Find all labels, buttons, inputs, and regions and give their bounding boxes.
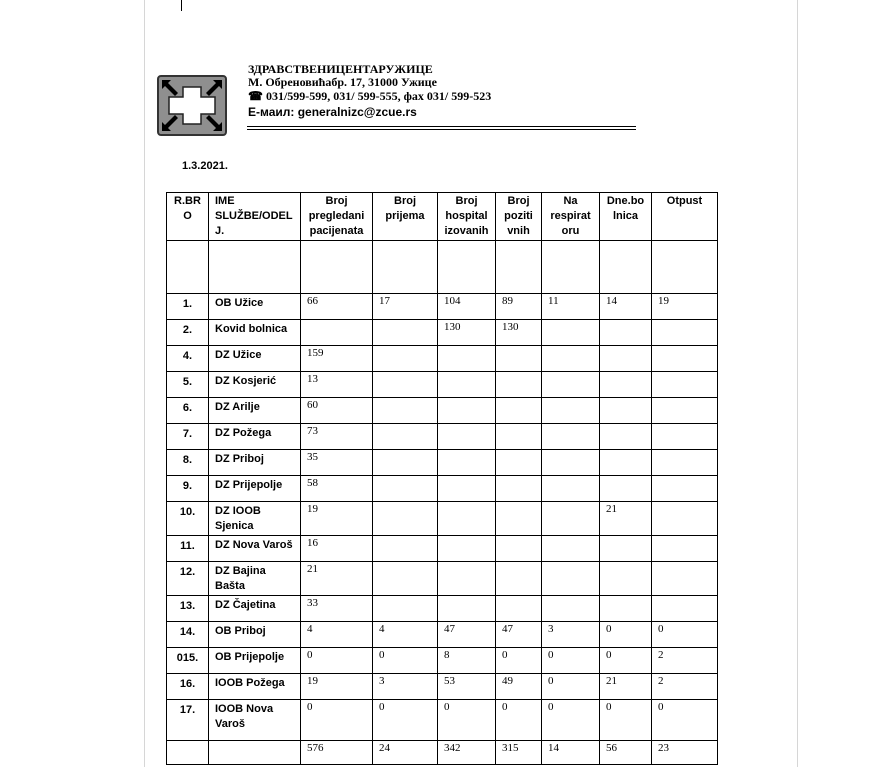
row-number: 12. [167, 562, 209, 596]
row-value-cell [652, 320, 718, 346]
row-number: 015. [167, 648, 209, 674]
row-value-cell [652, 424, 718, 450]
col-header-otpust: Otpust [652, 193, 718, 241]
row-value-cell [542, 450, 600, 476]
row-value-cell: 19 [301, 674, 373, 700]
table-row [167, 622, 718, 648]
table-row [167, 536, 718, 562]
row-value-cell [600, 476, 652, 502]
row-value-cell [496, 476, 542, 502]
row-value-cell [438, 476, 496, 502]
table-row [167, 450, 718, 476]
row-value-cell [438, 424, 496, 450]
row-value-cell: 4 [301, 622, 373, 648]
health-center-logo [157, 75, 227, 136]
row-value-cell [600, 372, 652, 398]
row-value-cell [542, 372, 600, 398]
org-phone: 031/599-599, 031/ 599-555, фах 031/ 599-523 [265, 89, 492, 103]
row-value-cell [438, 372, 496, 398]
row-value-cell [542, 562, 600, 596]
row-value-cell [373, 372, 438, 398]
empty-row [167, 241, 718, 294]
row-number: 13. [167, 596, 209, 622]
row-service-name: DZ Priboj [209, 450, 301, 476]
row-value-cell: 89 [496, 294, 542, 320]
row-value-cell [373, 424, 438, 450]
row-value-cell [373, 398, 438, 424]
col-header-respirator: Na respirat oru [542, 193, 600, 241]
col-header-pregledani: Broj pregledani pacijenata [301, 193, 373, 241]
row-value-cell [542, 476, 600, 502]
row-value-cell [438, 562, 496, 596]
row-value-cell: 0 [438, 700, 496, 741]
row-value-cell: 3 [373, 674, 438, 700]
row-value-cell [496, 502, 542, 536]
row-number: 16. [167, 674, 209, 700]
row-value-cell: 35 [301, 450, 373, 476]
row-value-cell [438, 502, 496, 536]
report-table [166, 192, 718, 765]
row-value-cell [373, 320, 438, 346]
row-value-cell [438, 596, 496, 622]
row-number: 5. [167, 372, 209, 398]
row-value-cell: 21 [301, 562, 373, 596]
total-value-cell: 56 [600, 741, 652, 765]
row-value-cell [438, 536, 496, 562]
row-value-cell [600, 536, 652, 562]
row-service-name: DZ Nova Varoš [209, 536, 301, 562]
totals-empty-cell [209, 741, 301, 765]
row-value-cell: 0 [542, 648, 600, 674]
row-value-cell: 0 [542, 700, 600, 741]
row-service-name: OB Prijepolje [209, 648, 301, 674]
table-row [167, 502, 718, 536]
table-row [167, 596, 718, 622]
row-value-cell: 17 [373, 294, 438, 320]
col-header-ime: IME SLUŽBE/ODEL J. [209, 193, 301, 241]
row-value-cell [600, 398, 652, 424]
total-value-cell: 576 [301, 741, 373, 765]
total-value-cell: 342 [438, 741, 496, 765]
row-value-cell: 19 [301, 502, 373, 536]
row-service-name: OB Priboj [209, 622, 301, 648]
row-number: 10. [167, 502, 209, 536]
row-value-cell: 47 [496, 622, 542, 648]
row-value-cell: 19 [652, 294, 718, 320]
row-value-cell: 53 [438, 674, 496, 700]
row-value-cell: 0 [301, 700, 373, 741]
row-value-cell [373, 536, 438, 562]
row-value-cell: 13 [301, 372, 373, 398]
col-header-rbr: R.BR O [167, 193, 209, 241]
row-value-cell [373, 476, 438, 502]
table-row [167, 294, 718, 320]
table-row [167, 562, 718, 596]
row-number: 2. [167, 320, 209, 346]
row-value-cell: 0 [373, 700, 438, 741]
org-name: ЗДРАВСТВЕНИЦЕНТАРУЖИЦЕ [248, 62, 433, 76]
row-service-name: DZ Požega [209, 424, 301, 450]
row-value-cell [542, 502, 600, 536]
table-row [167, 398, 718, 424]
row-value-cell: 14 [600, 294, 652, 320]
total-value-cell: 14 [542, 741, 600, 765]
row-value-cell [652, 562, 718, 596]
row-value-cell [600, 596, 652, 622]
row-value-cell [496, 372, 542, 398]
row-value-cell: 0 [652, 622, 718, 648]
table-row [167, 320, 718, 346]
row-number: 8. [167, 450, 209, 476]
row-value-cell [652, 346, 718, 372]
row-value-cell: 73 [301, 424, 373, 450]
row-value-cell: 104 [438, 294, 496, 320]
row-value-cell: 0 [600, 622, 652, 648]
table-row [167, 476, 718, 502]
row-value-cell: 49 [496, 674, 542, 700]
col-header-pozitivnih: Broj poziti vnih [496, 193, 542, 241]
row-value-cell [652, 536, 718, 562]
row-value-cell [496, 596, 542, 622]
row-value-cell: 66 [301, 294, 373, 320]
row-value-cell: 4 [373, 622, 438, 648]
row-number: 17. [167, 700, 209, 741]
org-phone-line [248, 89, 491, 103]
row-value-cell: 0 [301, 648, 373, 674]
row-value-cell [600, 562, 652, 596]
row-value-cell [496, 346, 542, 372]
row-value-cell [438, 398, 496, 424]
header-rule-bottom [247, 129, 636, 130]
row-value-cell [542, 596, 600, 622]
row-value-cell [542, 424, 600, 450]
row-value-cell: 2 [652, 648, 718, 674]
row-value-cell: 47 [438, 622, 496, 648]
row-value-cell [496, 562, 542, 596]
row-service-name: IOOB Nova Varoš [209, 700, 301, 741]
table-row [167, 648, 718, 674]
row-service-name: DZ Prijepolje [209, 476, 301, 502]
row-value-cell [542, 320, 600, 346]
row-value-cell [373, 346, 438, 372]
totals-row [167, 741, 718, 765]
row-value-cell [373, 562, 438, 596]
row-value-cell: 0 [600, 648, 652, 674]
row-number: 9. [167, 476, 209, 502]
row-value-cell: 159 [301, 346, 373, 372]
row-value-cell [652, 596, 718, 622]
row-value-cell [652, 476, 718, 502]
col-header-hospitalizovanih: Broj hospital izovanih [438, 193, 496, 241]
row-value-cell [373, 502, 438, 536]
row-service-name: DZ Čajetina [209, 596, 301, 622]
header-rule-top [247, 126, 636, 127]
row-service-name: DZ Bajina Bašta [209, 562, 301, 596]
row-value-cell [542, 536, 600, 562]
row-value-cell [373, 596, 438, 622]
row-value-cell: 130 [438, 320, 496, 346]
row-value-cell [496, 536, 542, 562]
row-value-cell: 33 [301, 596, 373, 622]
row-value-cell: 2 [652, 674, 718, 700]
total-value-cell: 23 [652, 741, 718, 765]
row-value-cell [600, 424, 652, 450]
row-value-cell [496, 424, 542, 450]
table-body [167, 241, 718, 765]
phone-icon: ☎ [248, 89, 263, 103]
table-row [167, 346, 718, 372]
row-value-cell: 0 [542, 674, 600, 700]
row-value-cell: 3 [542, 622, 600, 648]
row-value-cell [600, 450, 652, 476]
row-value-cell: 0 [496, 648, 542, 674]
row-value-cell [652, 502, 718, 536]
row-value-cell: 16 [301, 536, 373, 562]
row-service-name: IOOB Požega [209, 674, 301, 700]
total-value-cell: 315 [496, 741, 542, 765]
row-value-cell: 11 [542, 294, 600, 320]
total-value-cell: 24 [373, 741, 438, 765]
text-cursor [181, 0, 182, 11]
row-value-cell [496, 450, 542, 476]
row-value-cell: 0 [600, 700, 652, 741]
row-service-name: DZ Kosjerić [209, 372, 301, 398]
table-header-row [167, 193, 718, 241]
row-value-cell [438, 450, 496, 476]
row-service-name: DZ Užice [209, 346, 301, 372]
row-value-cell: 60 [301, 398, 373, 424]
row-value-cell [496, 398, 542, 424]
row-service-name: DZ IOOB Sjenica [209, 502, 301, 536]
col-header-dnevna-bolnica: Dne.bo lnica [600, 193, 652, 241]
row-value-cell: 0 [373, 648, 438, 674]
table-row [167, 372, 718, 398]
table-row [167, 424, 718, 450]
row-service-name: DZ Arilje [209, 398, 301, 424]
table-row [167, 674, 718, 700]
row-value-cell [301, 320, 373, 346]
row-service-name: OB Užice [209, 294, 301, 320]
row-number: 4. [167, 346, 209, 372]
row-number: 7. [167, 424, 209, 450]
document-date: 1.3.2021. [182, 160, 228, 172]
col-header-prijema: Broj prijema [373, 193, 438, 241]
row-value-cell: 130 [496, 320, 542, 346]
org-email: E-маил: generalnizc@zcue.rs [248, 105, 417, 119]
row-value-cell: 21 [600, 674, 652, 700]
row-value-cell [652, 372, 718, 398]
letterhead [248, 62, 491, 119]
row-value-cell: 0 [652, 700, 718, 741]
row-number: 1. [167, 294, 209, 320]
row-value-cell: 8 [438, 648, 496, 674]
row-number: 6. [167, 398, 209, 424]
row-value-cell: 58 [301, 476, 373, 502]
row-number: 14. [167, 622, 209, 648]
row-value-cell [652, 398, 718, 424]
row-value-cell [652, 450, 718, 476]
row-value-cell [373, 450, 438, 476]
row-value-cell [542, 398, 600, 424]
row-value-cell [600, 346, 652, 372]
totals-empty-cell [167, 741, 209, 765]
row-service-name: Kovid bolnica [209, 320, 301, 346]
org-address: М. Обреновићабр. 17, 31000 Ужице [248, 75, 437, 89]
row-value-cell [438, 346, 496, 372]
row-value-cell: 21 [600, 502, 652, 536]
row-value-cell [542, 346, 600, 372]
row-number: 11. [167, 536, 209, 562]
row-value-cell: 0 [496, 700, 542, 741]
table-row [167, 700, 718, 741]
row-value-cell [600, 320, 652, 346]
